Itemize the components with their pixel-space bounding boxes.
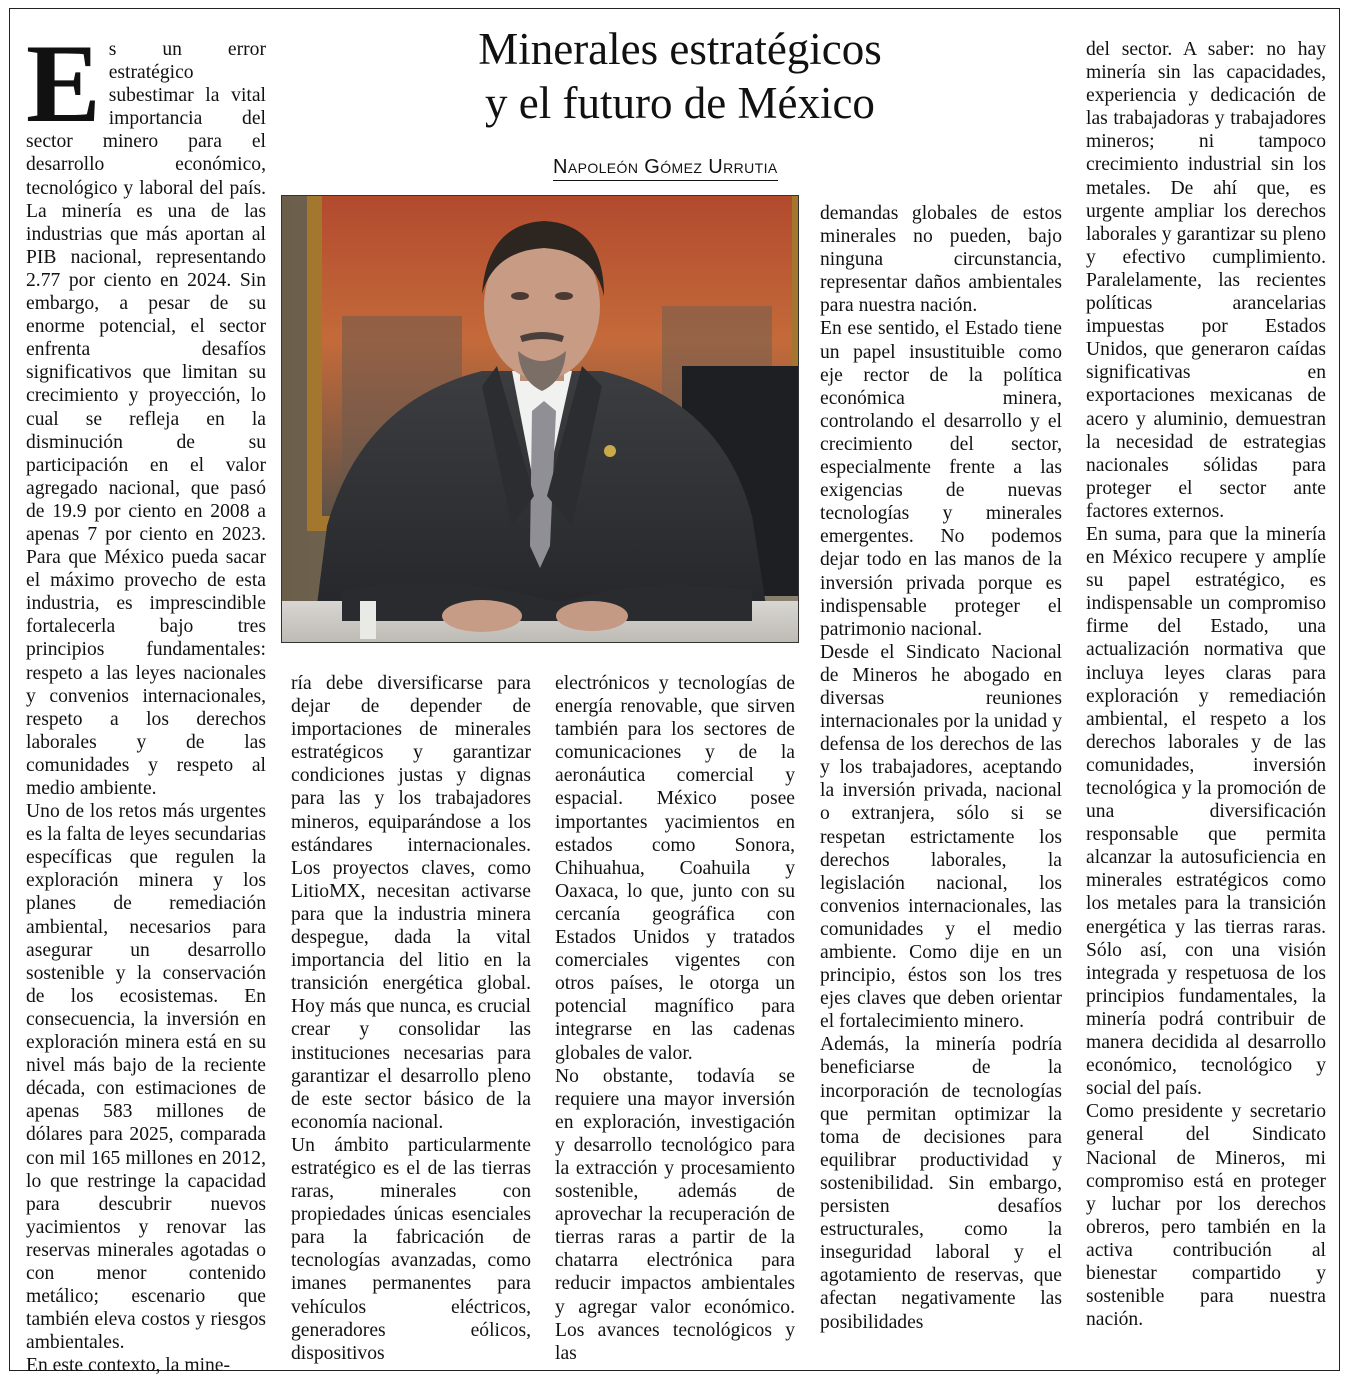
paragraph: ría debe diversificarse para dejar de depender de importaciones de minerales estratégicos y garantizar condiciones justas y dignas para las y los trabajadores mineros, equiparándose a los estándares internacionales. Los proyectos claves, como LitioMX, necesitan activarse para que la industria minera despegue, dada la vital importancia del litio en la transición energética global. Hoy más que nunca, es crucial crear y consolidar las instituciones necesarias para garantizar el desarrollo pleno de este sector básico de la economía nacional. — [291, 673, 531, 1133]
paragraph: En este contexto, la mine- — [26, 1355, 231, 1377]
column-5 — [1086, 38, 1326, 1331]
headline — [282, 22, 1078, 130]
column-1 — [26, 22, 266, 1377]
column-4 — [820, 202, 1062, 1334]
paragraph: Un ámbito particularmente estratégico es el de las tierras raras, minerales con propiedades únicas esenciales para la fabricación de tecnologías avanzadas, como imanes permanentes para vehículos eléctricos, generadores eólicos, dispositivos — [291, 1134, 531, 1364]
paragraph: Como presidente y secretario general del Sindicato Nacional de Mineros, mi compromiso está en proteger y luchar por los derechos obreros, pero también en la activa contribución al bienestar compartido y sostenible para nuestra nación. — [1086, 1101, 1326, 1331]
paragraph: En suma, para que la minería en México recupere y amplíe su papel estratégico, es indispensable un compromiso firme del Estado, una actualización normativa que incluya leyes claras para exploración y remediación ambiental, el respeto a los derechos laborales y de las comunidades, inversión tecnológica y la promoción de una diversificación responsable que permita alcanzar la autosuficiencia en minerales estratégicos como los metales para la transición energética y las tierras raras. Sólo así, con una visión integrada y respetuosa de los principios fundamentales, la minería podrá contribuir de manera decidida al desarrollo económico, tecnológico y social del país. — [1086, 523, 1326, 1100]
author-photo — [281, 195, 799, 643]
paragraph: Uno de los retos más urgentes es la falta de leyes secundarias específicas que regulen la exploración minera y los planes de remediación ambiental, necesarios para asegurar un desarrollo sostenible y la conservación de los ecosistemas. En consecuencia, la inversión en exploración minera está en su nivel más bajo de la reciente década, con estimaciones de apenas 583 millones de dólares para 2025, comparada con mil 165 millones en 2012, lo que restringe la capacidad para descubrir nuevos yacimientos y renovar las reservas minerales agotadas o con menor contenido metálico; escenario que también eleva costos y riesgos ambientales. — [26, 801, 266, 1354]
paragraph: electrónicos y tecnologías de energía renovable, que sirven también para los sectores de comunicaciones y de la aeronáutica comercial y espacial. México posee importantes yacimientos en estados como Sonora, Chihuahua, Coahuila y Oaxaca, lo que, junto con su cercanía geográfica con Estados Unidos y tratados comerciales vigentes con otros países, le otorga un potencial magnífico para integrarse en las cadenas globales de valor. — [555, 673, 795, 1064]
author-photo-illustration — [282, 196, 799, 643]
paragraph-text: s un error estratégico subestimar la vital importancia del sector minero para el desarrollo económico, tecnológico y laboral del país. La minería es una de las industrias que más aportan al PIB nacional, representando 2.77 por ciento en 2024. Sin embargo, a pesar de su enorme potencial, el sector enfrenta desafíos significativos que limitan su crecimiento y proyección, lo cual se refleja en la disminución de su participación en el valor agregado nacional, que pasó de 19.9 por ciento en 2008 a apenas 7 por ciento en 2023. Para que México pueda sacar el máximo provecho de esta industria, es imprescindible fortalecerla bajo tres principios fundamentales: respeto a las leyes nacionales y convenios internacionales, respeto a los derechos laborales y de las comunidades y respeto al medio ambiente. — [26, 39, 266, 799]
paragraph: No obstante, todavía se requiere una mayor inversión en exploración, investigación y desarrollo tecnológico para la extracción y procesamiento sostenible, además de aprovechar la recuperación de tierras raras a partir de la chatarra electrónica para reducir impactos ambientales y agregar valor económico. Los avances tecnológicos y las — [555, 1065, 795, 1364]
paragraph: Además, la minería podría beneficiarse de la incorporación de tecnologías que permitan optimizar la toma de decisiones para equilibrar productividad y sostenibilidad. Sin embargo, persisten desafíos estructurales, como la inseguridad laboral y el agotamiento de reservas, que afectan negativamente las posibilidades — [820, 1034, 1062, 1333]
column-3 — [555, 672, 795, 1365]
drop-cap: E — [26, 22, 101, 146]
headline-line-1: Minerales estratégicos — [478, 24, 882, 74]
column-2 — [291, 672, 531, 1365]
paragraph: del sector. A saber: no hay minería sin las capacidades, experiencia y dedicación de las trabajadoras y trabajadores mineros; ni tampoco crecimiento industrial sin los metales. De ahí que, es urgente ampliar los derechos laborales y garantizar su pleno y efectivo cumplimiento. Paralelamente, las recientes políticas arancelarias impuestas por Estados Unidos, que generaron caídas significativas en exportaciones mexicanas de acero y aluminio, demuestran la necesidad de estrategias nacionales sólidas para proteger el sector ante factores externos. — [1086, 39, 1326, 522]
paragraph: demandas globales de estos minerales no pueden, bajo ninguna circunstancia, representar daños ambientales para nuestra nación. — [820, 203, 1062, 317]
headline-line-2: y el futuro de México — [485, 78, 875, 128]
paragraph: Desde el Sindicato Nacional de Mineros he abogado en diversas reuniones internacionales por la unidad y defensa de los derechos de las y los trabajadores, aceptando la inversión privada, nacional o extranjera, sólo si se respetan estrictamente los derechos laborales, la legislación nacional, los convenios internacionales, las comunidades y el medio ambiente. Como dije en un principio, éstos son los tres ejes claves que deben orientar el fortalecimiento minero. — [820, 641, 1062, 1033]
author-byline: Napoleón Gómez Urrutia — [553, 156, 778, 181]
paragraph: En ese sentido, el Estado tiene un papel insustituible como eje rector de la política económica minera, controlando el desarrollo y el crecimiento del sector, especialmente frente a las exigencias de nuevas tecnologías y minerales emergentes. No podemos dejar todo en las manos de la inversión privada porque es indispensable proteger el patrimonio nacional. — [820, 318, 1062, 640]
paragraph — [26, 22, 266, 800]
